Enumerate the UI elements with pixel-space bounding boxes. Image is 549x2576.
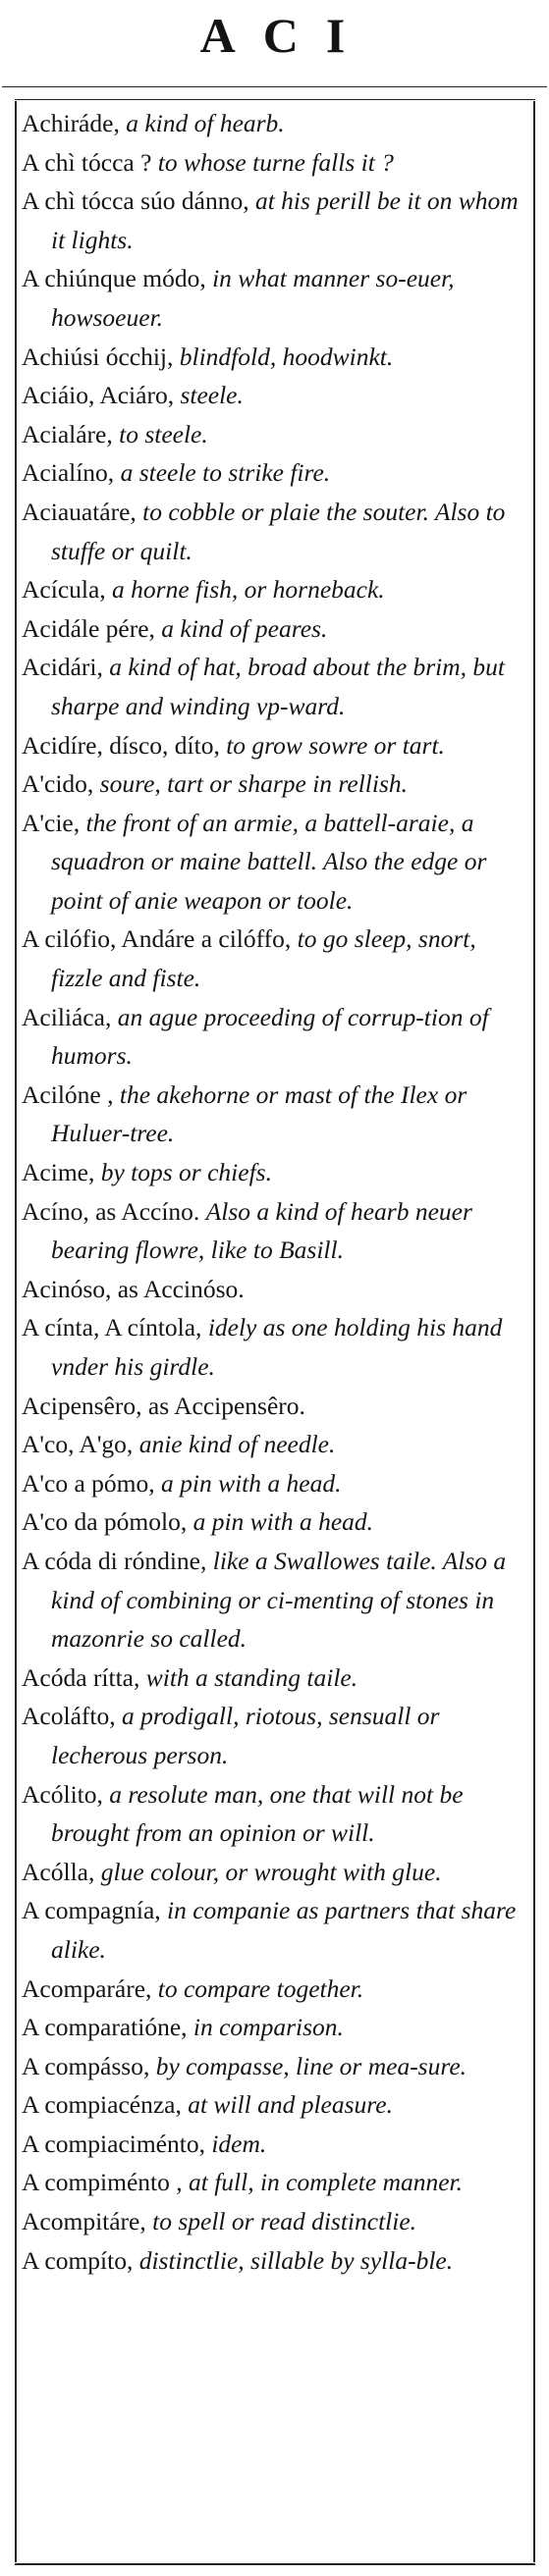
dictionary-entry xyxy=(22,2008,524,2047)
dictionary-entry xyxy=(22,1891,524,1969)
header-rule xyxy=(2,86,547,87)
entry-definition: Also a kind of hearb neuer bearing flowre, like to Basill. xyxy=(51,1196,472,1265)
dictionary-entry xyxy=(22,2085,524,2125)
page-header xyxy=(0,0,549,88)
entry-headword: A'co a pómo, xyxy=(22,1468,155,1498)
dictionary-entry xyxy=(22,1270,524,1309)
entry-headword: A'cie, xyxy=(22,808,81,837)
entry-headword: A chì tócca ? xyxy=(22,147,152,177)
dictionary-entry xyxy=(22,1542,524,1658)
column-top-rule xyxy=(15,99,535,100)
entry-headword: A cínta, A cíntola, xyxy=(22,1313,202,1342)
entry-definition: like a Swallowes taile. Also a kind of combining or ci-menting of stones in mazonrie so called. xyxy=(51,1546,507,1654)
entry-definition: blindfold, hoodwinkt. xyxy=(179,342,394,371)
dictionary-entry xyxy=(22,1658,524,1698)
entry-definition: a kind of hat, broad about the brim, but sharpe and winding vp-ward. xyxy=(51,653,506,720)
entry-headword: A compiménto , xyxy=(22,2168,183,2197)
running-header-title: ACI xyxy=(199,8,373,63)
entry-definition: at will and pleasure. xyxy=(188,2090,393,2120)
entry-definition: soure, tart or sharpe in rellish. xyxy=(99,769,409,799)
entry-headword: Acidári, xyxy=(22,653,103,682)
dictionary-entry xyxy=(22,1697,524,1774)
entry-headword: Acícula, xyxy=(22,575,106,605)
dictionary-entry xyxy=(22,920,524,997)
dictionary-entry xyxy=(22,1502,524,1542)
dictionary-entry xyxy=(22,2047,524,2086)
entry-definition: distinctlie, sillable by sylla-ble. xyxy=(138,2245,454,2275)
entry-headword: A compíto, xyxy=(22,2245,134,2275)
dictionary-entry xyxy=(22,182,524,259)
dictionary-entry xyxy=(22,1192,524,1270)
entry-headword: A'cido, xyxy=(22,769,94,799)
dictionary-entry xyxy=(22,1853,524,1892)
entry-headword: A'co, A'go, xyxy=(22,1430,134,1459)
dictionary-entry xyxy=(22,493,524,570)
dictionary-entry xyxy=(22,415,524,454)
entry-headword: A compagnía, xyxy=(22,1896,161,1925)
entry-headword: Aciliáca, xyxy=(22,1002,112,1031)
entry-headword: Aciáio, Aciáro, xyxy=(22,381,175,410)
entry-headword: A compiaciménto, xyxy=(22,2129,205,2158)
entry-definition: in comparison. xyxy=(192,2013,344,2042)
entry-definition: at his perill be it on whom it lights. xyxy=(51,186,519,254)
entry-definition: a kind of peares. xyxy=(161,613,328,643)
dictionary-entry xyxy=(22,1076,524,1153)
entry-definition: by compasse, line or mea-sure. xyxy=(155,2051,467,2080)
entry-definition: a pin with a head. xyxy=(192,1507,374,1537)
entry-definition: a prodigall, riotous, sensuall or lecherous person. xyxy=(51,1702,440,1769)
dictionary-entry xyxy=(22,2125,524,2164)
entry-headword: Acidále pére, xyxy=(22,613,155,643)
dictionary-entry xyxy=(22,2202,524,2241)
dictionary-entry xyxy=(22,1153,524,1192)
entry-definition: with a standing taile. xyxy=(145,1662,358,1692)
entry-definition: at full, in complete manner. xyxy=(188,2168,464,2197)
entry-headword: Achiráde, xyxy=(22,109,120,137)
entry-definition: to go sleep, snort, fizzle and fiste. xyxy=(51,924,476,993)
dictionary-entry xyxy=(22,570,524,609)
entry-definition: a kind of hearb. xyxy=(126,109,285,137)
entry-definition: idely as one holding his hand vnder his girdle. xyxy=(51,1313,503,1381)
dictionary-entry xyxy=(22,1464,524,1503)
entry-headword: Achiúsi ócchij, xyxy=(22,342,174,371)
entry-definition: idem. xyxy=(211,2129,267,2158)
dictionary-entry xyxy=(22,648,524,725)
entry-headword: Acime, xyxy=(22,1158,95,1187)
entry-definition: by tops or chiefs. xyxy=(100,1158,272,1187)
dictionary-entry xyxy=(22,804,524,920)
dictionary-entry xyxy=(22,1775,524,1853)
entry-definition: an ague proceeding of corrup-tion of humors. xyxy=(51,1002,489,1071)
entry-headword: A comparatióne, xyxy=(22,2013,188,2042)
entry-definition: glue colour, or wrought with glue. xyxy=(100,1857,442,1886)
dictionary-entry xyxy=(22,726,524,765)
entry-headword: A'co da pómolo, xyxy=(22,1507,188,1537)
entry-headword: A cilófio, Andáre a cilóffo, xyxy=(22,924,292,954)
entry-headword: Acialáre, xyxy=(22,419,113,448)
entry-headword: Acomparáre, xyxy=(22,1973,152,2003)
entry-headword: Acipensêro, as Accipensêro. xyxy=(22,1391,305,1420)
dictionary-entry xyxy=(22,453,524,493)
dictionary-entry xyxy=(22,764,524,804)
dictionary-entry xyxy=(22,338,524,377)
dictionary-entry xyxy=(22,2163,524,2202)
entry-definition: the akehorne or mast of the Ilex or Huluer-tree. xyxy=(51,1079,467,1148)
entry-headword: Aciauatáre, xyxy=(22,497,137,526)
dictionary-entry xyxy=(22,1970,524,2009)
dictionary-entry xyxy=(22,1387,524,1426)
dictionary-entry xyxy=(22,609,524,649)
dictionary-entry xyxy=(22,259,524,337)
column-bottom-rule xyxy=(15,2563,535,2565)
entry-definition: anie kind of needle. xyxy=(138,1430,336,1459)
entry-headword: A chì tócca súo dánno, xyxy=(22,186,249,216)
dictionary-entry xyxy=(22,998,524,1076)
entry-headword: Acóda rítta, xyxy=(22,1662,140,1692)
dictionary-entry xyxy=(22,2241,524,2281)
dictionary-entry xyxy=(22,1308,524,1386)
entry-definition: in companie as partners that share alike. xyxy=(51,1896,517,1964)
entry-definition: to compare together. xyxy=(157,1973,364,2003)
entry-headword: Acilóne , xyxy=(22,1079,114,1109)
entry-headword: Acinóso, as Accinóso. xyxy=(22,1274,245,1303)
dictionary-entry xyxy=(22,1425,524,1464)
entry-headword: Acólito, xyxy=(22,1779,103,1809)
entry-definition: to steele. xyxy=(119,419,208,448)
entry-definition: a resolute man, one that will not be brought from an opinion or will. xyxy=(51,1779,464,1848)
entry-definition: to whose turne falls it ? xyxy=(157,147,394,177)
dictionary-entry xyxy=(22,143,524,183)
entry-definition: to spell or read distinctlie. xyxy=(152,2207,417,2236)
entry-headword: A códa di róndine, xyxy=(22,1546,207,1575)
entry-definition: to grow sowre or tart. xyxy=(226,730,445,760)
entry-headword: Acompitáre, xyxy=(22,2207,146,2236)
entry-definition: a steele to strike fire. xyxy=(120,458,331,488)
entry-headword: Acoláfto, xyxy=(22,1702,116,1731)
entry-headword: Acólla, xyxy=(22,1857,95,1886)
entry-headword: Acialíno, xyxy=(22,458,115,488)
entry-definition: a horne fish, or horneback. xyxy=(112,575,385,605)
entry-definition: a pin with a head. xyxy=(160,1468,342,1498)
entry-definition: in what manner so-euer, howsoeuer. xyxy=(51,264,455,332)
entry-headword: A chiúnque módo, xyxy=(22,264,206,293)
entry-definition: to cobble or plaie the souter. Also to stuffe or quilt. xyxy=(51,497,506,565)
dictionary-entries xyxy=(22,104,524,2280)
entry-headword: Acíno, as Accíno. xyxy=(22,1196,200,1226)
entry-definition: the front of an armie, a battell-araie, a squadron or maine battell. Also the edge or point of anie weapon or toole. xyxy=(51,808,487,915)
dictionary-entry xyxy=(22,376,524,415)
entry-definition: steele. xyxy=(180,381,244,410)
entry-headword: A compásso, xyxy=(22,2051,150,2080)
dictionary-entry xyxy=(22,104,524,143)
entry-headword: Acidíre, dísco, díto, xyxy=(22,730,220,760)
entry-headword: A compiacénza, xyxy=(22,2090,182,2120)
